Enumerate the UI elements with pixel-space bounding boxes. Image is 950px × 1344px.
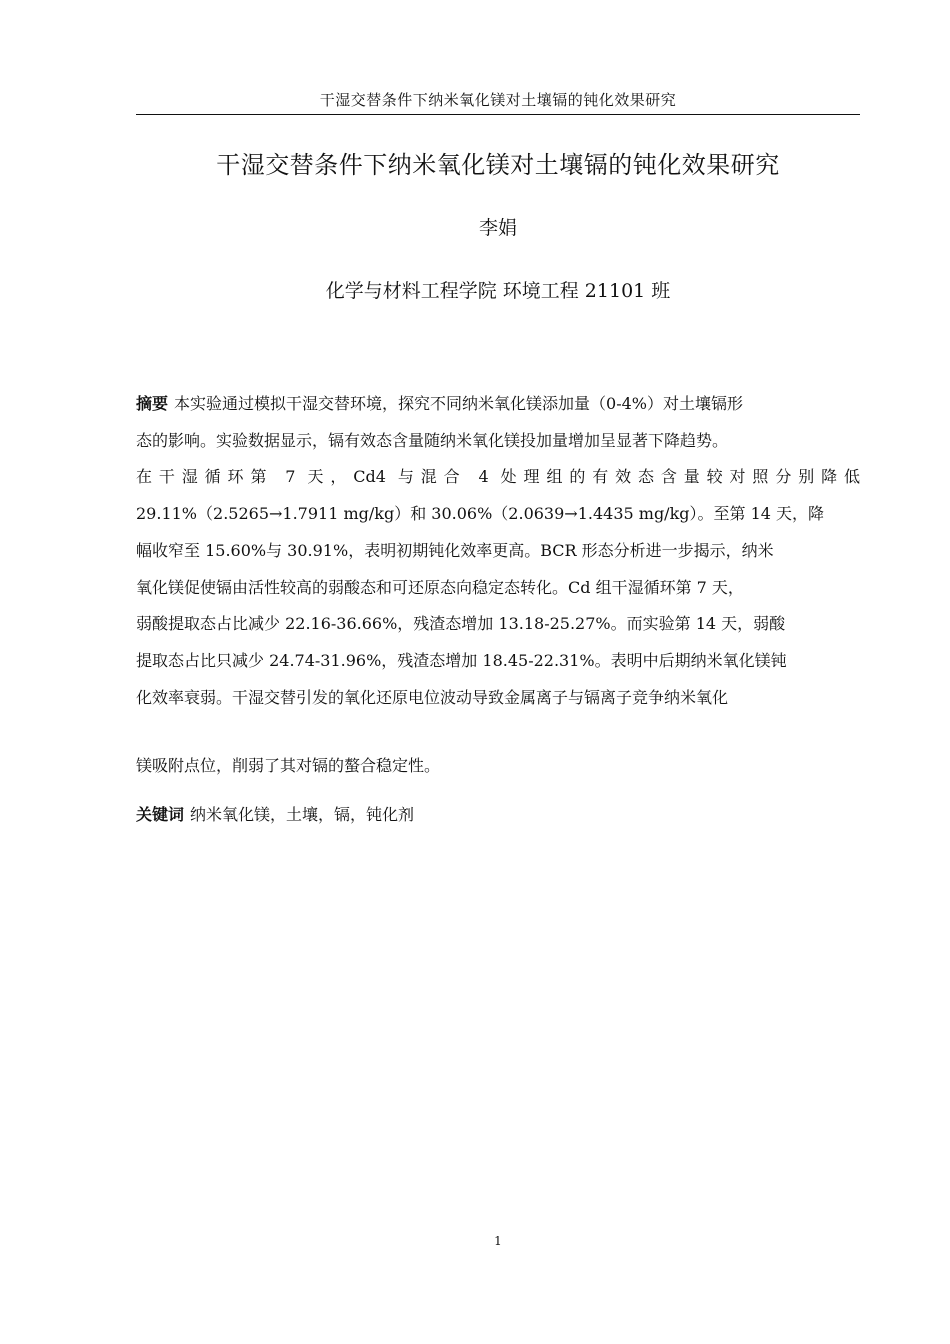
abstract-line: 态的影响。实验数据显示，镉有效态含量随纳米氧化镁投加量增加呈显著下降趋势。 (136, 430, 729, 450)
abstract-line: 幅收窄至 15.60%与 30.91%，表明初期钝化效率更高。BCR 形态分析进一步揭示，纳米 (136, 540, 774, 560)
keywords-text: 纳米氧化镁，土壤，镉，钝化剂 (190, 805, 415, 824)
abstract-line: 氧化镁促使镉由活性较高的弱酸态和可还原态向稳定态转化。Cd 组干湿循环第 7 天， (136, 577, 744, 597)
author-name: 李娟 (478, 217, 517, 239)
abstract-label: 摘要 (136, 394, 169, 413)
author-affiliation: 化学与材料工程学院 环境工程 21101 班 (325, 280, 671, 302)
abstract-line-text: 本实验通过模拟干湿交替环境，探究不同纳米氧化镁添加量（0-4%）对土壤镉形 (174, 394, 743, 413)
abstract-line: 弱酸提取态占比减少 22.16-36.66%，残渣态增加 13.18-25.27%。而实验第 14 天，弱酸 (136, 614, 786, 634)
abstract-final-period: 。 (424, 756, 441, 775)
abstract-line: 在干湿循环第 7 天，Cd4 与混合 4 处理组的有效态含量较对照分别降低 (136, 467, 860, 487)
running-header: 干湿交替条件下纳米氧化镁对土壤镉的钝化效果研究 (319, 91, 677, 109)
abstract-final-text: 镁吸附点位， (136, 756, 233, 775)
page-number: 1 (494, 1234, 502, 1248)
abstract-line: 提取态占比只减少 24.74-31.96%，残渣态增加 18.45-22.31%。表明中后期纳米氧化镁钝 (136, 650, 787, 670)
abstract-final-line (136, 748, 860, 784)
abstract-line: 29.11%（2.5265→1.7911 mg/kg）和 30.06%（2.0639→1.4435 mg/kg）。至第 14 天，降 (136, 504, 825, 524)
paper-title: 干湿交替条件下纳米氧化镁对土壤镉的钝化效果研究 (216, 151, 780, 179)
header-rule (136, 114, 860, 115)
keywords (136, 797, 860, 833)
abstract-final-emphasis: 削弱了其对镉的螯合稳定性 (232, 756, 425, 775)
abstract-body (136, 386, 860, 716)
keywords-label: 关键词 (136, 805, 185, 824)
abstract-line: 化效率衰弱。干湿交替引发的氧化还原电位波动导致金属离子与镉离子竞争纳米氧化 (136, 687, 729, 707)
abstract-line (136, 386, 860, 423)
